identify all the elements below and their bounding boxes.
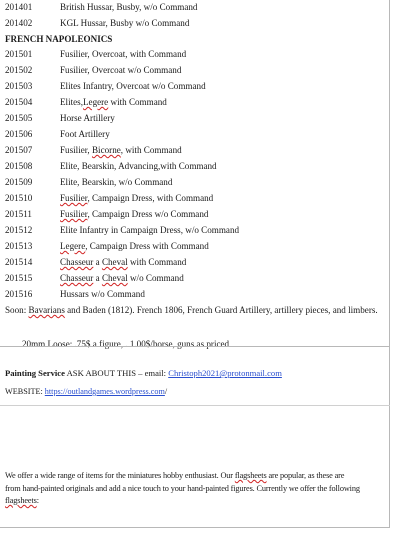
offer-flagsheets: flagsheets [234,471,267,480]
spellcheck-word: Chasseur [60,257,94,267]
description-text: , Campaign Dress with Command [85,241,209,251]
description-text: Fusilier, Overcoat w/o Command [60,65,182,75]
item-code: 201510 [5,193,33,203]
description-text: with Command [108,97,167,107]
soon-lead: Soon: [5,305,29,315]
table-row [3,190,387,206]
description-text: with Command [127,257,187,267]
item-description [60,190,213,206]
website-trail: / [164,387,168,396]
coming-soon-text [5,302,378,318]
offer-flagsheets: flagsheets [5,496,37,505]
table-row [3,15,387,31]
item-code: 201502 [5,65,33,75]
item-description [60,174,172,190]
offer-text: are popular, as these are [266,471,345,480]
item-description [60,46,186,62]
table-row [3,254,387,270]
item-description [60,110,115,126]
table-row [3,286,387,302]
spellcheck-word: Chasseur [60,273,94,283]
item-description [60,222,239,238]
item-description [60,270,184,286]
spellcheck-word: Bicorne [91,145,121,155]
table-row [3,46,387,62]
email-link[interactable]: Christoph2021@protonmail.com [168,368,282,378]
description-text: Hussars w/o Command [60,289,145,299]
item-code: 201501 [5,49,33,59]
item-table-french [3,46,387,302]
description-text: w/o Command [127,273,184,283]
description-text: a [93,273,102,283]
item-code: 201509 [5,177,33,187]
item-code: 201514 [5,257,33,267]
item-description [60,286,145,302]
table-row [3,222,387,238]
table-row [3,126,387,142]
description-text: Elites Infantry, Overcoat w/o Command [60,81,206,91]
spellcheck-word: Legere [60,241,86,251]
item-description [60,94,167,110]
section-heading: FRENCH NAPOLEONICS [5,34,113,44]
item-description [60,142,182,158]
table-row [3,78,387,94]
offer-paragraph [5,470,387,508]
table-row [3,238,387,254]
offer-line-3 [5,495,387,508]
description-text: Fusilier, [60,145,92,155]
item-description [60,254,186,270]
offer-line-2: from hand-painted originals and add a nice touch to your hand-painted figures. Currently we offer the following [5,483,360,493]
section-divider [0,405,390,406]
spellcheck-word: Cheval [101,257,128,267]
description-text: , with Command [120,145,182,155]
description-text: Elite Infantry in Campaign Dress, w/o Command [60,225,240,235]
item-code: 201507 [5,145,33,155]
website-label: WEBSITE: [5,387,45,396]
description-text: Foot Artillery [60,129,110,139]
offer-text: : [36,496,39,505]
item-code: 201506 [5,129,33,139]
soon-rest: and Baden (1812). French 1806, French Guard Artillery, artillery pieces, and limbers. [64,305,378,315]
website-link[interactable]: https://outlandgames.wordpress.com [44,387,165,396]
table-row [3,174,387,190]
item-code: 201516 [5,289,33,299]
table-row [3,206,387,222]
description-text: a [93,257,102,267]
description-text: Elite, Bearskin, Advancing,with Command [60,161,217,171]
item-description: KGL Hussar, Busby w/o Command [60,18,190,28]
spellcheck-word: Legere [82,97,109,107]
spellcheck-word: Fusilier [60,193,88,203]
table-row [3,158,387,174]
offer-text: We offer a wide range of items for the miniatures hobby enthusiast. Our [5,471,235,480]
item-description [60,62,181,78]
table-row [3,62,387,78]
description-text: Fusilier, Overcoat, with Command [60,49,187,59]
offer-line-1 [5,470,387,483]
painting-service-line [5,367,282,379]
description-text: , Campaign Dress w/o Command [87,209,209,219]
spellcheck-word: Fusilier [60,209,88,219]
soon-bavarians: Bavarians [28,305,65,315]
item-code: 201504 [5,97,33,107]
item-code: 201503 [5,81,33,91]
item-description: British Hussar, Busby, w/o Command [60,2,198,12]
item-description [60,238,209,254]
pricing-line: 20mm Loose: .75$ a figure, . 1.00$/horse, guns as priced [22,339,230,349]
painting-service-text: ASK ABOUT THIS – email: [64,368,169,378]
table-row [3,142,387,158]
item-code: 201505 [5,113,33,123]
description-text: Horse Artillery [60,113,115,123]
spellcheck-word: Cheval [101,273,128,283]
item-description [60,158,217,174]
website-line [5,386,167,398]
item-code: 201515 [5,273,33,283]
item-description [60,78,206,94]
item-code: 201401 [5,2,33,12]
item-code: 201512 [5,225,33,235]
table-row [3,270,387,286]
description-text: Elite, Bearskin, w/o Command [60,177,173,187]
section-divider [0,346,390,347]
item-code: 201402 [5,18,33,28]
table-row [3,94,387,110]
description-text: , Campaign Dress, with Command [87,193,214,203]
table-row [3,0,387,15]
item-code: 201513 [5,241,33,251]
item-code: 201508 [5,161,33,171]
painting-service-label: Painting Service [5,368,65,378]
table-row [3,110,387,126]
item-code: 201511 [5,209,32,219]
item-description [60,206,208,222]
description-text: Elites, [60,97,83,107]
item-table-top [3,0,387,32]
item-description [60,126,110,142]
